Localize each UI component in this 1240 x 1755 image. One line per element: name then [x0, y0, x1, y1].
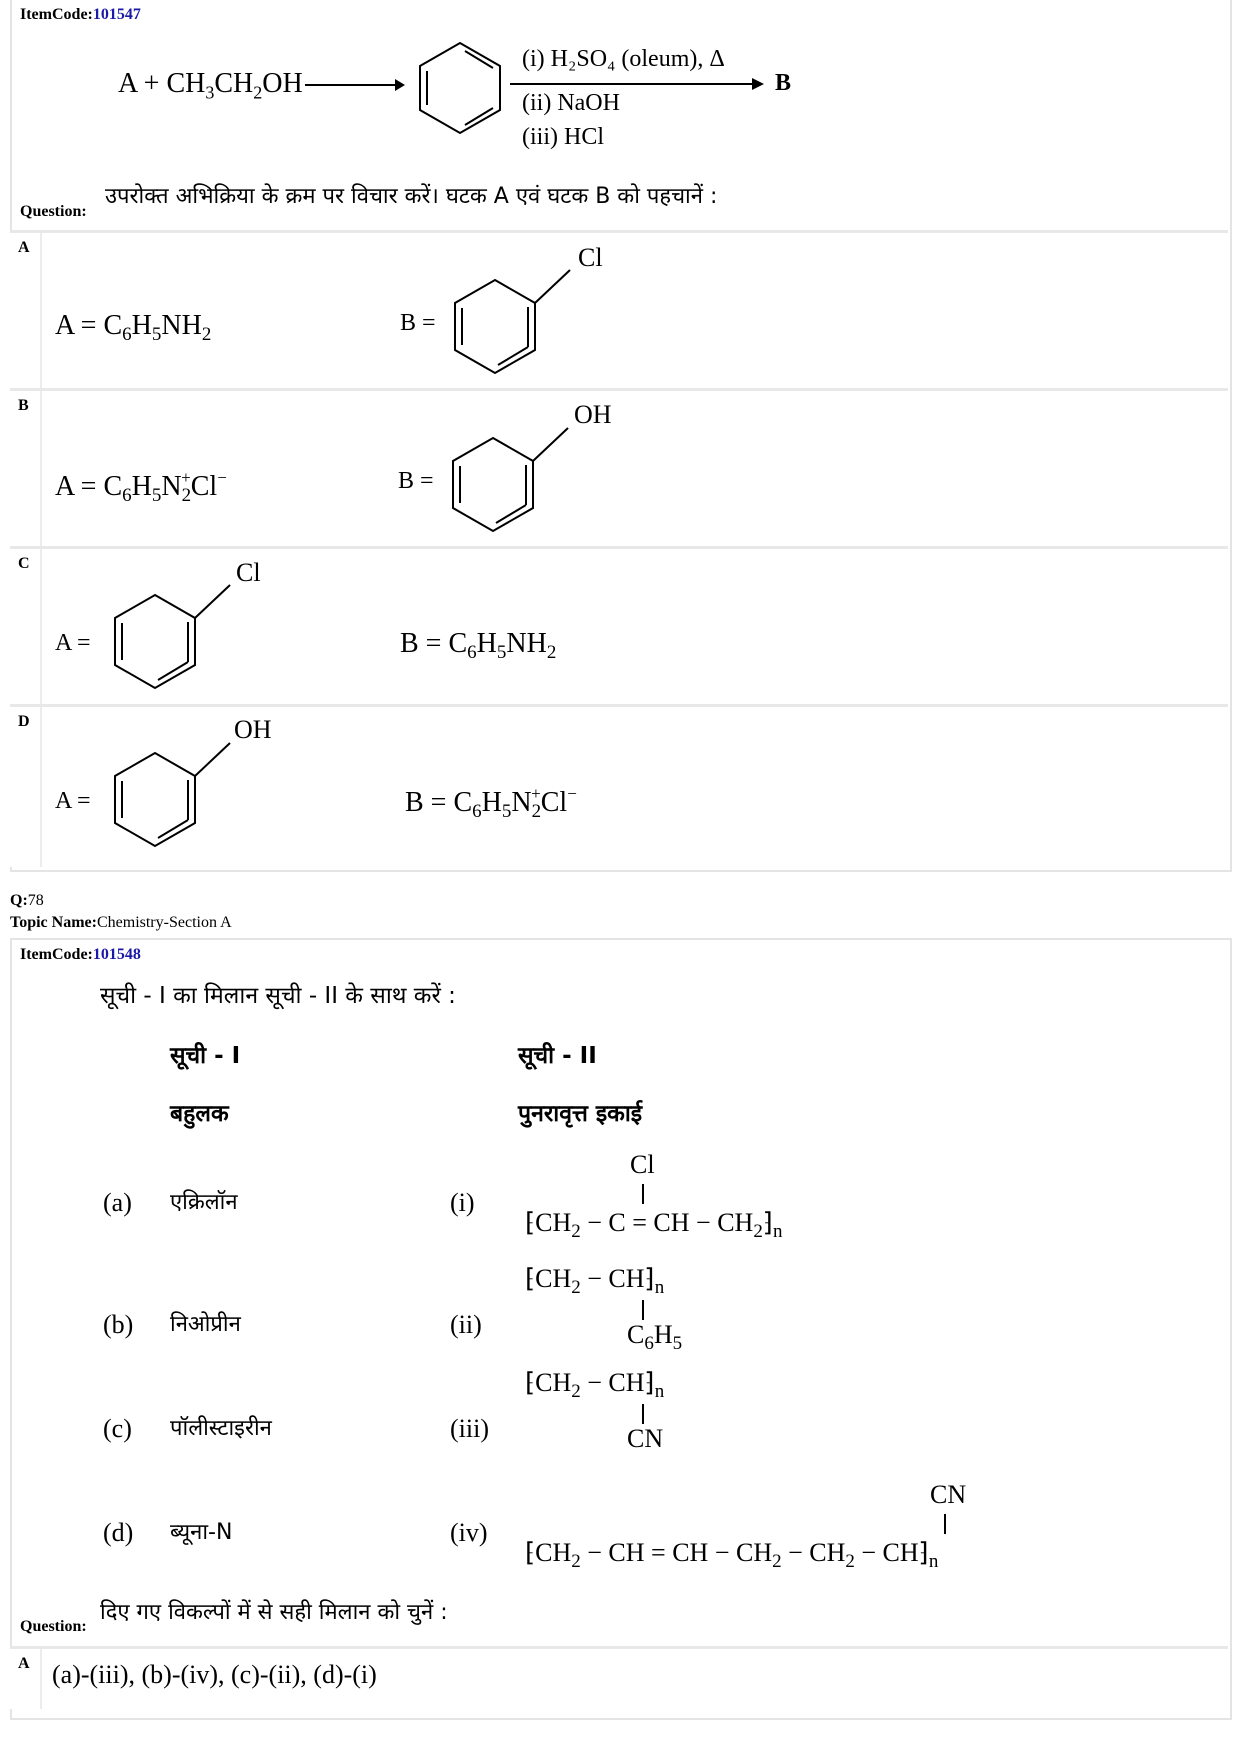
- unit-iv-bond: [944, 1514, 946, 1534]
- unit-iii-formula: $⁅CH_2$ − $CH⁆_n$: [525, 1368, 665, 1402]
- list-2-subheading: पुनरावृत्त इकाई: [518, 1101, 643, 1127]
- unit-i-formula: $⁅CH_2 - C$ = CH − $CH_2⁆_n$: [525, 1208, 783, 1242]
- unit-number: (ii): [450, 1310, 482, 1339]
- polymer-name: निओप्रीन: [170, 1312, 241, 1337]
- question-number: Q:78: [10, 892, 44, 909]
- list-2-heading: सूची - II: [518, 1043, 597, 1069]
- unit-number: (iv): [450, 1518, 488, 1547]
- option-b-component-a: $A = C_6H_5N_2^+Cl^-$: [55, 468, 227, 506]
- option-d-substituent: OH: [234, 715, 272, 744]
- option-letter: B: [18, 397, 29, 414]
- unit-ii-formula: $⁅CH_2$ − $CH⁆_n$: [525, 1264, 665, 1298]
- unit-iv-formula: $⁅CH_2$ − CH = CH − $CH_2 - CH_2$ − $CH⁆_n$: [525, 1538, 939, 1572]
- reaction-reactants: $A + CH_3CH_2OH$: [118, 68, 303, 103]
- option-letter: C: [18, 555, 30, 572]
- list-item-tag: (d): [103, 1518, 134, 1547]
- unit-iii-bond: [642, 1404, 644, 1424]
- option-d-component-b: $B = C_6H_5N_2^+Cl^-$: [405, 784, 577, 822]
- list-item-tag: (a): [103, 1188, 132, 1217]
- option-b-substituent: OH: [574, 400, 612, 429]
- option-letter: D: [18, 713, 30, 730]
- match-instruction: सूची - I का मिलान सूची - II के साथ करें :: [100, 983, 456, 1009]
- condition-2: (ii) NaOH: [522, 90, 620, 116]
- topic-name: Topic Name:Chemistry-Section A: [10, 914, 232, 931]
- reaction-product: B: [775, 70, 792, 96]
- unit-iii-substituent: CN: [627, 1424, 664, 1453]
- option-d-a-prefix: A =: [55, 788, 91, 814]
- unit-number: (iii): [450, 1414, 489, 1443]
- itemcode-78: ItemCode:101548: [20, 946, 141, 963]
- unit-number: (i): [450, 1188, 475, 1217]
- unit-iv-top: CN: [930, 1480, 967, 1509]
- polymer-name: पॉलीस्टाइरीन: [170, 1416, 272, 1441]
- unit-i-top: Cl: [630, 1150, 655, 1179]
- condition-1: (i) H₂SO₄ (oleum), Δ: [522, 46, 725, 72]
- option-b-b-prefix: B =: [398, 468, 434, 494]
- option-a-component-a: $A = C_6H_5NH_2$: [55, 310, 212, 345]
- unit-ii-substituent: $C_6H_5$: [627, 1320, 683, 1354]
- list-item-tag: (c): [103, 1414, 132, 1443]
- reaction-arrow-1: [305, 70, 405, 100]
- option-a-substituent: Cl: [578, 243, 603, 272]
- question-78-text: दिए गए विकल्पों में से सही मिलान को चुनें :: [100, 1600, 448, 1625]
- q78-option-a-text: (a)-(iii), (b)-(iv), (c)-(ii), (d)-(i): [52, 1660, 377, 1689]
- benzene-ring-icon: [415, 38, 505, 138]
- unit-i-bond: [642, 1184, 644, 1204]
- question-77-label: Question:: [20, 203, 87, 220]
- option-letter: A: [18, 239, 30, 256]
- option-letter-column: [10, 707, 42, 867]
- list-item-tag: (b): [103, 1310, 134, 1339]
- polymer-name: एक्रिलॉन: [170, 1190, 238, 1215]
- option-c-a-prefix: A =: [55, 630, 91, 656]
- question-78-label: Question:: [20, 1618, 87, 1635]
- option-letter: A: [18, 1655, 30, 1672]
- option-c-substituent: Cl: [236, 558, 261, 587]
- question-77-text: उपरोक्त अभिक्रिया के क्रम पर विचार करें। घटक A एवं घटक B को पहचानें :: [105, 184, 718, 209]
- polymer-name: ब्यूना-N: [170, 1520, 233, 1545]
- list-1-heading: सूची - I: [170, 1043, 241, 1069]
- itemcode-77: ItemCode:101547: [20, 6, 141, 23]
- option-c-component-b: $B = C_6H_5NH_2$: [400, 628, 557, 663]
- option-a-b-prefix: B =: [400, 310, 436, 336]
- list-1-subheading: बहुलक: [170, 1101, 229, 1127]
- unit-ii-bond: [642, 1300, 644, 1320]
- condition-3: (iii) HCl: [522, 124, 604, 150]
